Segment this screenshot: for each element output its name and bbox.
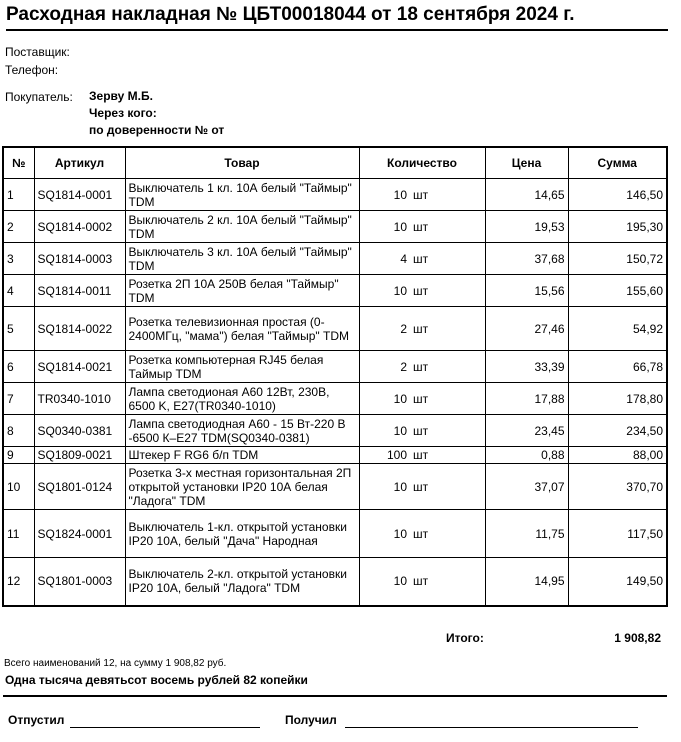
row-price: 37,07	[485, 464, 568, 510]
row-number: 1	[3, 179, 34, 211]
row-quantity: 100	[359, 447, 410, 464]
row-number: 12	[3, 558, 34, 606]
received-label: Получил	[285, 713, 337, 727]
row-quantity: 10	[359, 558, 410, 606]
row-sum: 88,00	[568, 447, 667, 464]
table-row	[3, 351, 667, 383]
row-quantity: 10	[359, 415, 410, 447]
table-row	[3, 415, 667, 447]
row-sum: 66,78	[568, 351, 667, 383]
row-sum: 370,70	[568, 464, 667, 510]
supplier-label: Поставщик:	[5, 45, 70, 59]
through-label: Через кого:	[89, 106, 157, 120]
row-sku: SQ0340-0381	[34, 415, 125, 447]
table-header-row	[3, 147, 667, 179]
row-unit: шт	[410, 243, 485, 275]
row-quantity: 2	[359, 307, 410, 351]
received-signature-line	[345, 727, 638, 728]
released-signature-line	[70, 727, 260, 728]
row-product-name: Выключатель 3 кл. 10А белый "Таймыр" TDM	[125, 243, 359, 275]
divider-line	[3, 695, 667, 697]
row-sum: 150,72	[568, 243, 667, 275]
header-sum: Сумма	[568, 147, 667, 179]
items-table	[2, 146, 668, 607]
row-sku: SQ1814-0021	[34, 351, 125, 383]
row-sku: TR0340-1010	[34, 383, 125, 415]
row-price: 11,75	[485, 510, 568, 558]
header-price: Цена	[485, 147, 568, 179]
row-quantity: 10	[359, 464, 410, 510]
amount-in-words: Одна тысяча девятьсот восемь рублей 82 копейки	[5, 673, 308, 687]
row-product-name: Лампа светодионая А60 12Вт, 230В, 6500 K, E27(TR0340-1010)	[125, 383, 359, 415]
row-price: 27,46	[485, 307, 568, 351]
row-sku: SQ1814-0001	[34, 179, 125, 211]
row-sum: 146,50	[568, 179, 667, 211]
total-label: Итого:	[446, 631, 484, 645]
row-sum: 149,50	[568, 558, 667, 606]
row-unit: шт	[410, 383, 485, 415]
buyer-label: Покупатель:	[5, 90, 73, 104]
row-unit: шт	[410, 415, 485, 447]
row-quantity: 2	[359, 351, 410, 383]
buyer-name: Зерву М.Б.	[89, 89, 153, 103]
table-row	[3, 464, 667, 510]
row-price: 15,56	[485, 275, 568, 307]
row-price: 14,65	[485, 179, 568, 211]
row-unit: шт	[410, 179, 485, 211]
row-quantity: 10	[359, 275, 410, 307]
header-quantity: Количество	[359, 147, 485, 179]
row-quantity: 10	[359, 211, 410, 243]
row-product-name: Выключатель 1-кл. открытой установки IP20 10А, белый "Дача" Народная	[125, 510, 359, 558]
released-label: Отпустил	[8, 713, 65, 727]
row-sku: SQ1801-0124	[34, 464, 125, 510]
summary-line: Всего наименований 12, на сумму 1 908,82 руб.	[4, 658, 227, 669]
row-number: 3	[3, 243, 34, 275]
row-quantity: 10	[359, 179, 410, 211]
table-row	[3, 243, 667, 275]
table-row	[3, 510, 667, 558]
row-product-name: Выключатель 1 кл. 10А белый "Таймыр" TDM	[125, 179, 359, 211]
row-price: 23,45	[485, 415, 568, 447]
row-sku: SQ1824-0001	[34, 510, 125, 558]
row-unit: шт	[410, 211, 485, 243]
row-sum: 234,50	[568, 415, 667, 447]
row-sku: SQ1814-0002	[34, 211, 125, 243]
row-product-name: Выключатель 2 кл. 10А белый "Таймыр" TDM	[125, 211, 359, 243]
total-value: 1 908,82	[614, 631, 661, 645]
row-sku: SQ1814-0003	[34, 243, 125, 275]
row-price: 14,95	[485, 558, 568, 606]
row-unit: шт	[410, 307, 485, 351]
row-unit: шт	[410, 510, 485, 558]
row-product-name: Розетка 2П 10А 250В белая "Таймыр" TDM	[125, 275, 359, 307]
table-row	[3, 447, 667, 464]
row-product-name: Штекер F RG6 б/п TDM	[125, 447, 359, 464]
row-number: 9	[3, 447, 34, 464]
table-row	[3, 383, 667, 415]
row-price: 37,68	[485, 243, 568, 275]
table-row	[3, 179, 667, 211]
table-row	[3, 558, 667, 606]
row-unit: шт	[410, 464, 485, 510]
row-number: 2	[3, 211, 34, 243]
row-number: 10	[3, 464, 34, 510]
header-sku: Артикул	[34, 147, 125, 179]
proxy-label: по доверенности № от	[89, 123, 225, 137]
row-price: 17,88	[485, 383, 568, 415]
row-product-name: Лампа светодиодная A60 - 15 Вт-220 В -6500 К–Е27 TDM(SQ0340-0381)	[125, 415, 359, 447]
row-number: 7	[3, 383, 34, 415]
phone-label: Телефон:	[5, 63, 59, 77]
row-unit: шт	[410, 351, 485, 383]
row-price: 0,88	[485, 447, 568, 464]
row-sum: 195,30	[568, 211, 667, 243]
document-title: Расходная накладная № ЦБТ00018044 от 18 сентября 2024 г.	[6, 4, 668, 31]
row-sum: 117,50	[568, 510, 667, 558]
row-number: 4	[3, 275, 34, 307]
row-sku: SQ1809-0021	[34, 447, 125, 464]
row-sku: SQ1814-0011	[34, 275, 125, 307]
row-number: 6	[3, 351, 34, 383]
row-sku: SQ1814-0022	[34, 307, 125, 351]
row-product-name: Розетка компьютерная RJ45 белая Таймыр TDM	[125, 351, 359, 383]
row-sum: 178,80	[568, 383, 667, 415]
row-quantity: 4	[359, 243, 410, 275]
row-price: 33,39	[485, 351, 568, 383]
row-unit: шт	[410, 558, 485, 606]
row-number: 8	[3, 415, 34, 447]
row-sum: 54,92	[568, 307, 667, 351]
table-row	[3, 307, 667, 351]
header-number: №	[3, 147, 34, 179]
table-row	[3, 211, 667, 243]
row-product-name: Выключатель 2-кл. открытой установки IP20 10А, белый "Ладога" TDM	[125, 558, 359, 606]
row-quantity: 10	[359, 383, 410, 415]
row-unit: шт	[410, 447, 485, 464]
table-row	[3, 275, 667, 307]
row-number: 5	[3, 307, 34, 351]
row-product-name: Розетка 3-х местная горизонтальная 2П открытой установки IP20 10А белая "Ладога" TDM	[125, 464, 359, 510]
row-product-name: Розетка телевизионная простая (0-2400МГц, "мама") белая "Таймыр" TDM	[125, 307, 359, 351]
header-product: Товар	[125, 147, 359, 179]
row-quantity: 10	[359, 510, 410, 558]
row-number: 11	[3, 510, 34, 558]
row-sku: SQ1801-0003	[34, 558, 125, 606]
row-unit: шт	[410, 275, 485, 307]
row-price: 19,53	[485, 211, 568, 243]
row-sum: 155,60	[568, 275, 667, 307]
